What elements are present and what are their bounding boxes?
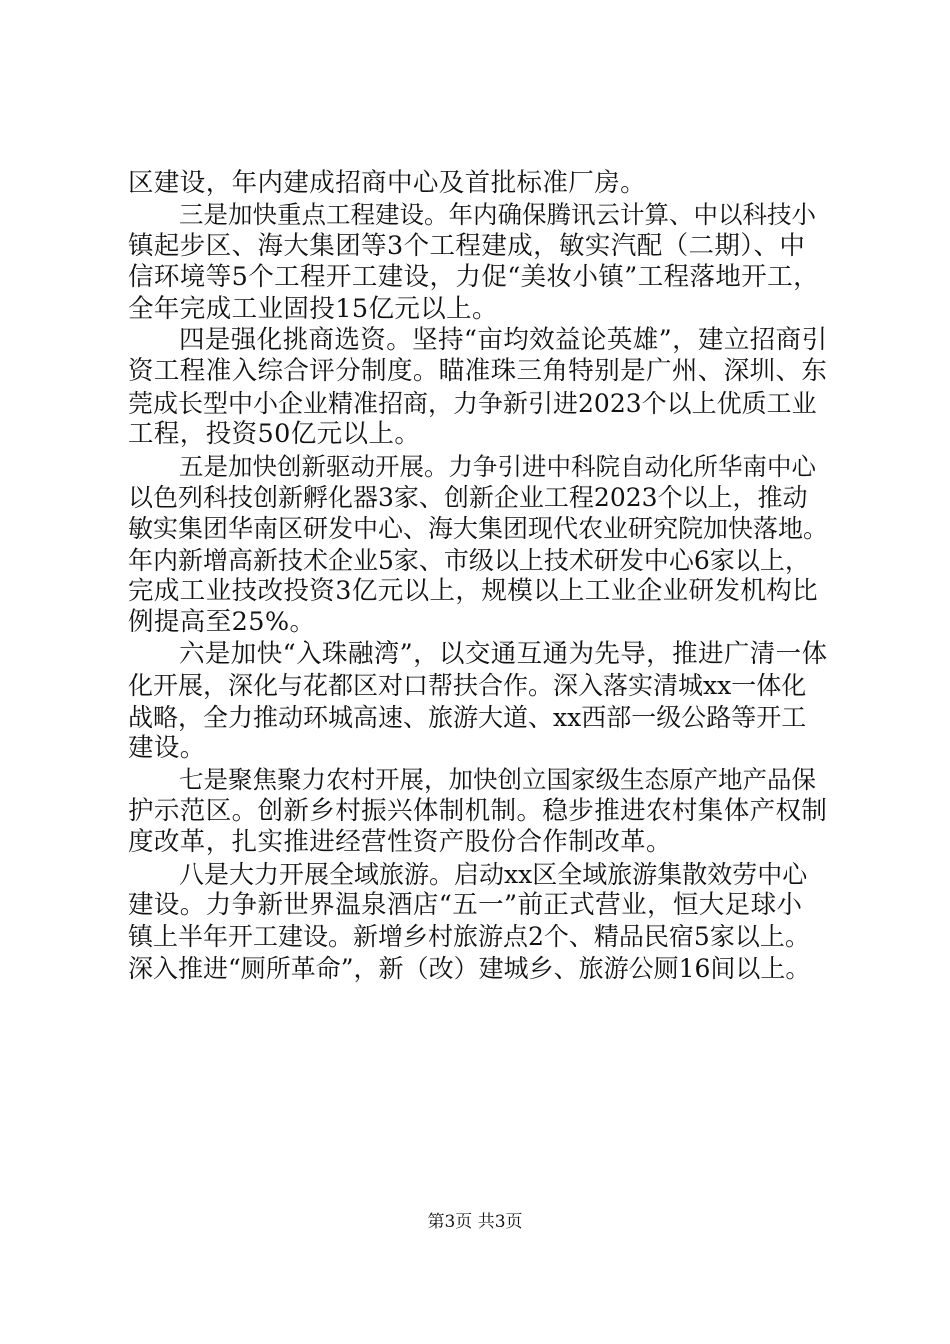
text-line: 敏实集团华南区研发中心、海大集团现代农业研究院加快落地。 (128, 514, 829, 544)
paragraph-first-line: 八是大力开展全域旅游。启动xx区全域旅游集散效劳中心 (179, 859, 808, 889)
text-line: 镇起步区、海大集团等3个工程建成，敏实汽配（二期）、中 (128, 230, 806, 261)
text-line: 信环境等5个工程开工建设，力促“美妆小镇”工程落地开工， (128, 262, 819, 293)
text-line: 完成工业技改投资3亿元以上，规模以上工业企业研发机构比 (128, 576, 819, 607)
text-line: 年内新增高新技术企业5家、市级以上技术研发中心6家以上， (128, 545, 810, 575)
text-line: 建设。力争新世界温泉酒店“五一”前正式营业，恒大足球小 (128, 889, 803, 920)
paragraph-first-line: 三是加快重点工程建设。年内确保腾讯云计算、中以科技小 (179, 200, 816, 230)
text-line: 战略，全力推动环城高速、旅游大道、xx西部一级公路等开工 (128, 702, 807, 732)
text-line: 资工程准入综合评分制度。瞄准珠三角特别是广州、深圳、东 (128, 356, 828, 387)
text-line: 区建设，年内建成招商中心及首批标准厂房。 (128, 168, 647, 198)
text-line: 工程，投资50亿元以上。 (128, 419, 421, 450)
text-line: 镇上半年开工建设。新增乡村旅游点2个、精品民宿5家以上。 (128, 922, 810, 952)
paragraph-first-line: 七是聚焦聚力农村开展，加快创立国家级生态原产地产品保 (179, 765, 816, 795)
text-line: 建设。 (128, 733, 206, 764)
paragraph-first-line: 四是强化挑商选资。坚持“亩均效益论英雄”，建立招商引 (179, 324, 828, 355)
paragraph-first-line: 五是加快创新驱动开展。力争引进中科院自动化所华南中心 (179, 451, 816, 481)
text-line: 莞成长型中小企业精准招商，力争新引进2023个以上优质工业 (128, 388, 817, 418)
text-line: 例提高至25%。 (128, 607, 316, 638)
text-line: 护示范区。创新乡村振兴体制机制。稳步推进农村集体产权制 (128, 795, 828, 826)
page-footer: 第3页 共3页 (427, 1212, 523, 1232)
paragraph-first-line: 六是加快“入珠融湾”，以交通互通为先导，推进广清一体 (179, 638, 828, 669)
text-line: 全年完成工业固投15亿元以上。 (128, 293, 498, 324)
text-line: 深入推进“厕所革命”，新（改）建城乡、旅游公厕16间以上。 (128, 953, 811, 983)
text-line: 度改革，扎实推进经营性资产股份合作制改革。 (128, 827, 672, 858)
body-text (128, 168, 828, 984)
text-line: 以色列科技创新孵化器3家、创新企业工程2023个以上，推动 (128, 482, 808, 512)
text-line: 化开展，深化与花都区对口帮扶合作。深入落实清城xx一体化 (128, 671, 807, 701)
